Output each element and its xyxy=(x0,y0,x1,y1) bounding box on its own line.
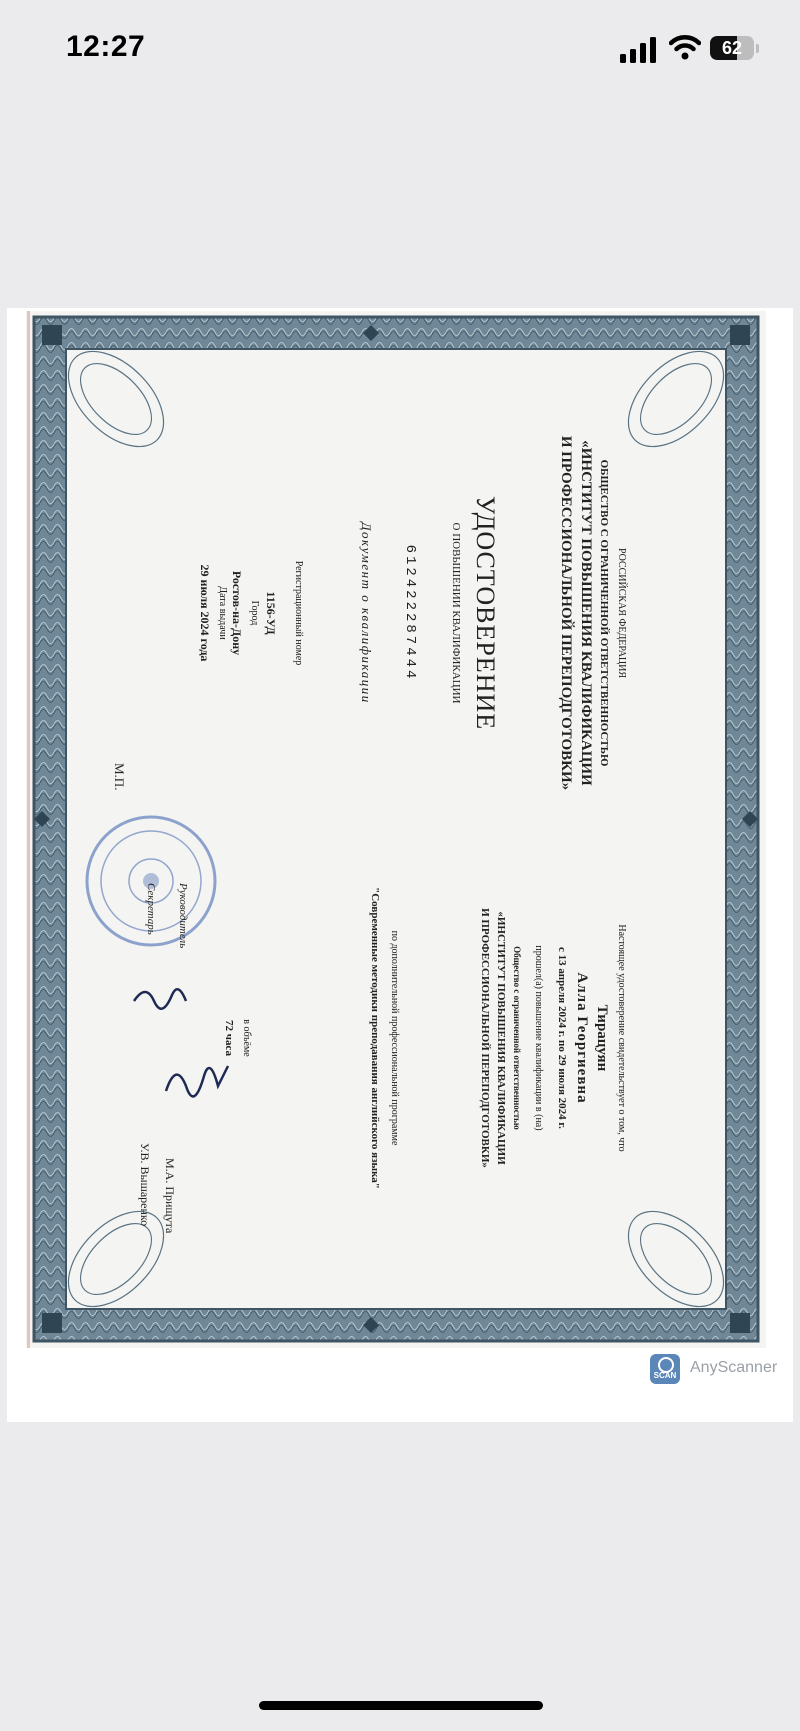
program-name: "Современные методики преподавания английского языка" xyxy=(369,887,381,1189)
passed-text: прошел(а) повышение квалификации в (на) xyxy=(533,945,544,1131)
logo-text: SCAN xyxy=(653,1371,677,1380)
city-value: Ростов-на-Дону xyxy=(230,570,244,656)
document-subtitle: О ПОВЫШЕНИИ КВАЛИФИКАЦИИ xyxy=(450,522,462,704)
city-label: Город xyxy=(249,600,260,626)
stamp-mark: М.П. xyxy=(112,763,127,791)
wifi-icon xyxy=(669,33,701,61)
head-name: М.А. Прищута xyxy=(163,1158,177,1234)
org2-line-2: «ИНСТИТУТ ПОВЫШЕНИЯ КВАЛИФИКАЦИИ xyxy=(495,911,507,1165)
status-time: 12:27 xyxy=(66,30,146,63)
org2-line-3: И ПРОФЕССИОНАЛЬНОЙ ПЕРЕПОДГОТОВКИ» xyxy=(479,908,491,1168)
country-label: РОССИЙСКАЯ ФЕДЕРАЦИЯ xyxy=(616,547,627,679)
status-bar xyxy=(0,0,800,100)
head-label: Руководитель xyxy=(177,883,189,949)
org2-line-1: Общество с ограниченной ответственностью xyxy=(512,946,522,1130)
scanned-page xyxy=(7,308,793,1422)
secretary-name: У.В. Вышаренко xyxy=(138,1143,152,1227)
training-period: с 13 апреля 2024 г. по 29 июля 2024 г. xyxy=(556,947,568,1129)
reg-number-value: 1156-УД xyxy=(264,591,278,635)
home-indicator[interactable] xyxy=(259,1701,543,1710)
certificate-text xyxy=(22,323,762,1327)
volume-label: в объёме xyxy=(241,1019,252,1057)
org-line-2: «ИНСТИТУТ ПОВЫШЕНИЯ КВАЛИФИКАЦИИ xyxy=(578,440,594,786)
holder-surname: Тирацуян xyxy=(594,1004,610,1072)
org-line-3: И ПРОФЕССИОНАЛЬНОЙ ПЕРЕПОДГОТОВКИ» xyxy=(558,435,574,791)
secretary-label: Секретарь xyxy=(145,883,157,935)
battery-icon xyxy=(710,36,760,62)
battery-level: 62 xyxy=(721,38,743,58)
certifies-text: Настоящее удостоверение свидетельствует о том, что xyxy=(616,924,627,1152)
brand-name: AnyScanner xyxy=(690,1359,778,1376)
document-title: УДОСТОВЕРЕНИЕ xyxy=(471,495,500,731)
document-number: 612422287444 xyxy=(402,544,418,682)
program-label: по дополнительной профессиональной программе xyxy=(389,930,400,1146)
holder-given-names: Алла Георгиевна xyxy=(574,972,590,1104)
issue-date-label: Дата выдачи xyxy=(217,586,228,640)
document-type: Документ о квалификации xyxy=(359,522,374,704)
anyscanner-logo-icon xyxy=(650,1354,680,1384)
cellular-signal-icon xyxy=(620,37,656,63)
issue-date-value: 29 июля 2024 года xyxy=(198,564,212,662)
reg-number-label: Регистрационный номер xyxy=(293,560,304,666)
org-line-1: ОБЩЕСТВО С ОГРАНИЧЕННОЙ ОТВЕТСТВЕННОСТЬЮ xyxy=(598,459,610,767)
volume-value: 72 часа xyxy=(223,1020,235,1056)
